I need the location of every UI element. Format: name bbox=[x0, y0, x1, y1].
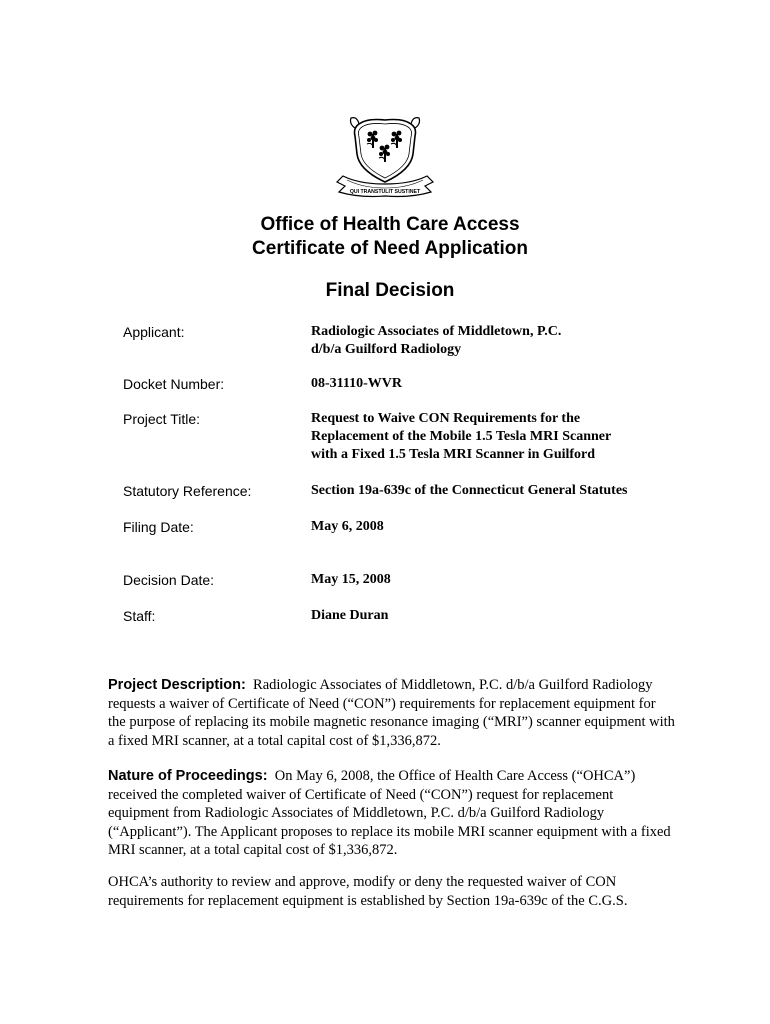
decision-date-value: May 15, 2008 bbox=[311, 572, 391, 587]
project-description-paragraph bbox=[108, 676, 676, 750]
decision-date-label: Decision Date: bbox=[123, 572, 215, 588]
project-description-text: Radiologic Associates of Middletown, P.C. d/b/a Guilford Radiology requests a waiver of Certificate of Need (“CON”) requirements for replacement equipment for the purpose of replacing its mobile magnetic resonance imaging (“MRI”) scanner equipment with a fixed MRI scanner, at a total capital cost of $1,336,872. bbox=[108, 677, 675, 749]
filing-date-value: May 6, 2008 bbox=[311, 519, 384, 534]
project-title-line: Replacement of the Mobile 1.5 Tesla MRI Scanner bbox=[311, 429, 612, 444]
applicant-line: d/b/a Guilford Radiology bbox=[311, 342, 462, 357]
project-title-line: with a Fixed 1.5 Tesla MRI Scanner in Guilford bbox=[311, 447, 596, 462]
decision-title: Final Decision bbox=[325, 280, 455, 301]
statutory-value: Section 19a-639c of the Connecticut General Statutes bbox=[311, 483, 628, 498]
applicant-line: Radiologic Associates of Middletown, P.C. bbox=[311, 324, 562, 339]
staff-label: Staff: bbox=[123, 608, 156, 624]
project-title-line: Request to Waive CON Requirements for the bbox=[311, 411, 581, 426]
nature-of-proceedings-heading: Nature of Proceedings: bbox=[108, 768, 268, 784]
staff-value: Diane Duran bbox=[311, 608, 389, 623]
application-title: Certificate of Need Application bbox=[252, 238, 528, 259]
statutory-label: Statutory Reference: bbox=[123, 483, 252, 499]
project-description-heading: Project Description: bbox=[108, 677, 246, 693]
applicant-value bbox=[311, 323, 671, 359]
project-title-label: Project Title: bbox=[123, 411, 201, 427]
nature-of-proceedings-text: On May 6, 2008, the Office of Health Care Access (“OHCA”) received the completed waiver of Certificate of Need (“CON”) request for replacement equipment from Radiologic Associates of Middletown, P.C. d/b/a Guilford Radiology (“Applicant”). The Applicant proposes to replace its mobile MRI scanner equipment with a fixed MRI scanner, at a total capital cost of $1,336,872. bbox=[108, 768, 671, 858]
svg-text:QUI TRANSTULIT SUSTINET: QUI TRANSTULIT SUSTINET bbox=[349, 189, 421, 195]
filing-date-label: Filing Date: bbox=[123, 519, 194, 535]
applicant-label: Applicant: bbox=[123, 324, 185, 340]
office-title: Office of Health Care Access bbox=[260, 214, 520, 235]
project-title-value bbox=[311, 410, 671, 464]
docket-label: Docket Number: bbox=[123, 376, 225, 392]
nature-of-proceedings-paragraph bbox=[108, 767, 676, 860]
docket-value: 08-31110-WVR bbox=[311, 376, 402, 391]
authority-paragraph: OHCA’s authority to review and approve, modify or deny the requested waiver of CON requirements for replacement equipment is established by Section 19a-639c of the C.G.S. bbox=[108, 874, 628, 909]
state-seal-icon bbox=[329, 114, 441, 198]
